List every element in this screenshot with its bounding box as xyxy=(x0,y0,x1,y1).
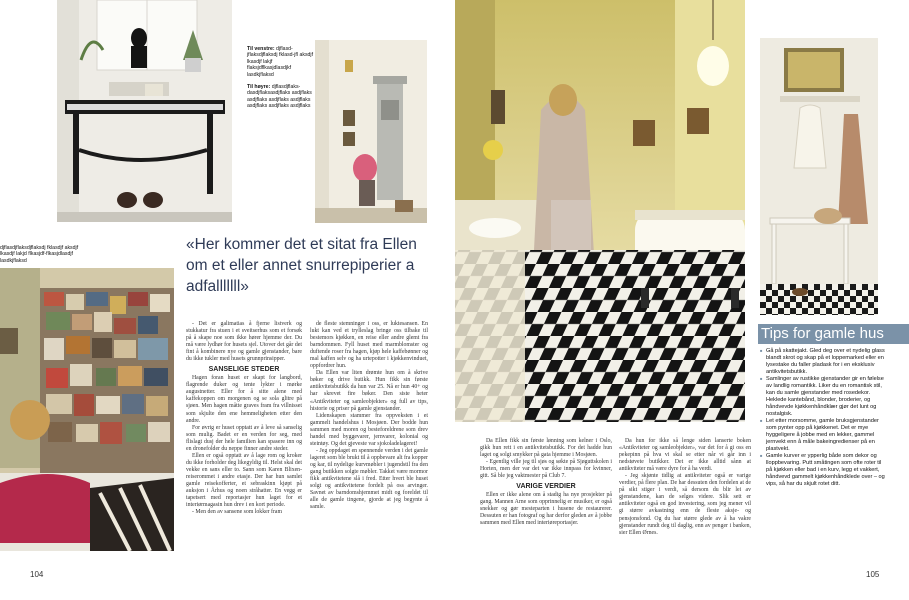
article-column-3 xyxy=(480,438,612,528)
caption-text-right: djflasdjflaks-dasdjflaksasdjflaks asdjflaks asdjflaks asdjflaks asdjflaks asdjflaks asdjflaks asdjflaks xyxy=(247,84,312,110)
photo-console-table xyxy=(57,0,232,222)
col4-paragraph-1: Da hun for ikke så lenge siden lanserte boken «Antikviteter og samleobjekter», var det for å gi oss en pekepinn på hva vi skal se etter når vi går inn i nedstøvete butikker. Det er ikke alltid sånn at antikviteter må være dyre for å ha verdi. xyxy=(619,438,751,473)
caption-top-part1 xyxy=(247,46,317,78)
collage-room-illustration xyxy=(0,268,174,551)
subheading-sanselige-steder: SANSELIGE STEDER xyxy=(208,366,280,374)
subheading-varige-verdier: VARIGE VERDIER xyxy=(516,483,576,491)
tips-title-bar xyxy=(758,324,909,344)
pull-quote xyxy=(186,234,431,297)
col2-paragraph-2: Da Ellen var liten drømte hun om å skrive bøker og drive butikk. Hun fikk sin første antikvitetsbutikk da hun var 25. Nå er hun 40+ og har skrevet fire bøker. Den siste heter «Antikviteter og samleobjekter» og full av tips, historie og priser på gamle gjenstander. xyxy=(310,370,428,412)
col1-paragraph-5: - Men den av sansene som lokker fram xyxy=(192,509,282,516)
col4-paragraph-2: - Jeg skjønte tidlig at antikviteter også er varige verdier, på flere plan. De har dessuten den fordelen at de på sikt stiger i verdi, så dersom du blir lei av gjenstandene, kan de selges videre. Slik sett er antikviteter også en god investering, som jeg mener vil gi større avkastning enn de fleste aksje- og pensjonsfond. Og du har større glede av å ha vakre gjenstander rundt deg til daglig, enn av penger i banken, sier Ellen Ørnes. xyxy=(619,473,751,536)
photo-collage-room xyxy=(0,268,174,551)
photo-bathroom xyxy=(455,0,745,422)
col2-paragraph-1: de fleste stemninger i oss, er luktesansen. En lukt kan ved et trylleslag bringe oss tilbake til bestemors kjøkken, en reise eller andre glemt fra barndommen. Fyll huset med marmblomster og duftende roser fra hagen, kjøp hele kaffebønner og mal kaffen selv og ha urtepotter i kjøkkenvinduet, oppfordrer hun. xyxy=(310,321,428,370)
stove-illustration xyxy=(315,40,427,223)
tips-list xyxy=(760,348,885,488)
caption-top-part2 xyxy=(247,84,317,110)
caption-lead-left: Til venstre: xyxy=(247,46,275,52)
console-table-illustration xyxy=(57,0,232,222)
tips-list-item: ■ Gå på skattejakt. Gled deg over et nydelig glass blandt skrot og skap på et loppemarked eller en lysestake du faller pladask for i en eksklusiv antikvitetsbutikk. xyxy=(760,348,885,376)
col3-paragraph-1: Da Ellen fikk sin første lønning som kelner i Oslo, gikk hun rett i en antikvitetsbutikk. For det hadde hun laget og solgt smykker på gata hjemme i Mosjøen. xyxy=(480,438,612,459)
tips-list-item: ■ Gamle kurver er ypperlig både som dekor og lloppbevaring. Putt småtingen som ofte roter til på kjøkken eller bad i en kurv, legg et vakkert, håndvevd gammelt kjøkkenhåndklede over – og vips, så har du skjult rotet ditt. xyxy=(760,453,885,488)
col3-paragraph-2: - Egentlig ville jeg til sjøs og søkte på Sjøguttskolen i Horten, men der var det var ikke innpass for kvinner, gitt. Så ble jeg vaktmester på Club 7. xyxy=(480,459,612,480)
col2-paragraph-3: Lidenskapen stammer fra oppveksten i et gammelt handelshus i Mosjøen. Der bodde hun sammen med moren og besteforeldrene som drev handel med byggevarer, jernvarer, kolonial og steintøy. Og det gjeveste var sjokoladelageret! xyxy=(310,412,428,447)
col1-paragraph-2: Hagen foran huset er skapt for langbord, flagrende duker og tente lykter i mørke augustnetter. Eller for å sitte alene med kaffekoppen om morgenen og se sola glitre på sjøen. Men hagen måtte graves fram fra villnisset som skjulte den ene hemmeligheten etter den andre. xyxy=(186,375,302,424)
bathroom-illustration xyxy=(455,0,745,422)
pull-quote-text: «Her kommer det et sitat fra Ellen om et eller annet snurrepiperier a adfalllllll» xyxy=(186,236,417,295)
article-column-2 xyxy=(310,321,428,511)
col1-paragraph-1: - Det er galimatias å fjerne listverk og stukkatur fra stuen i et sveitserhus som et forsøk på å skape noe som ikke hører hjemme der. Du må være lydhør for husets sjel. Utover det går det fint å kombinere nye og gamle gjenstander, bare du ikke tukler med husets grunnprinsipper. xyxy=(186,321,302,363)
photo-tiled-stove xyxy=(315,40,427,223)
col1-paragraph-4: Ellen er også opptatt av å lage rom og kroker du ikke forholder deg likegyldig til. Helst skal det vekke en sans eller to. Sann som Karen Blixen-reiserommet i andre etasje. Der har hun samlet gamle reisekofferter, et sebraskinn kjøpt på auksjon i Århus og noen stråhatter. En vegg er tapetsert med reportasjer hun laget for et interiørmagasin hun drev i en kort periode. xyxy=(186,452,302,509)
page-number-left: 104 xyxy=(30,570,44,579)
tips-list-item: ■ Samlinger av rustikke gjenstander gir en følelse av landlig romantikk. Liker du en romantisk stil, kan du samle gjenstander med rosedekor. Heklede kantebånd, blonder, broderier, og håndvevde kjøkkenhåndklær gjør det lunt og nostalgisk. xyxy=(760,376,885,417)
article-column-4 xyxy=(619,438,751,537)
col1-paragraph-3: For øvrig er huset opptatt av å leve så sanselig som mulig. Badet er en verden for seg, med flislagt dusj der hele familien kan spasere inn og en dronefolder du neppe finner andre steder. xyxy=(186,424,302,452)
tips-list-item: ■ Let etter morsomme, gamle bruksgjenstander som pynter opp på kjøkkenet. Det er mye hyggeligere å jobbe med en lekker, gammel jernvekt enn å måle bakeingredienser på en plastvekt. xyxy=(760,418,885,453)
caption-lead-right: Til høyre: xyxy=(247,84,271,91)
col3-paragraph-3: Ellen er ikke alene om å stadig ha nye prosjekter på gang. Mannen Arne som opprinnelig er musiker, er også snekker og gør mesteparten i husene de restaurerer. Dessuten er han fotograf og har derfor gleden av å jobbe sammen med Ellen med interiøreportasjer. xyxy=(480,492,612,527)
article-column-1 xyxy=(186,321,302,516)
col2-paragraph-4: - Jeg oppdaget en spennende verden i det gamle lageret som ble brukt til å oppbevare alt fra kopper og kar, til nydelige kurvmøbler i jugendstil fra den gang butikken solgte møbler. Takket være mormor fikk antikvitetene slå i fred. Etter hvert ble huset solgt og antikvitetene fordelt på oss arvinger. Savnet av barndomshjemmet midt og foreldet til alle de gamle tingene, gjorde at jeg begynte å samle. xyxy=(310,447,428,511)
caption-left: djflasdjflaksdjflaksdj fklasdjf aksdjf lkasdjf lakjd flkasjdf-flkasjdlasdjf lasdkjflaksd xyxy=(0,245,79,264)
page-number-right: 105 xyxy=(866,570,880,579)
caption-top xyxy=(247,46,317,110)
hall-bench-illustration xyxy=(760,38,878,315)
caption-text-left: djflasd-jflaksdjflaksdj fklasd-jfl aksdjf lkasdjf lakjf flaksjdflkasjdlasdjkf lasdkjflaksd xyxy=(247,46,314,78)
photo-hall-bench xyxy=(760,38,878,315)
tips-title: Tips for gamle hus xyxy=(761,325,884,342)
